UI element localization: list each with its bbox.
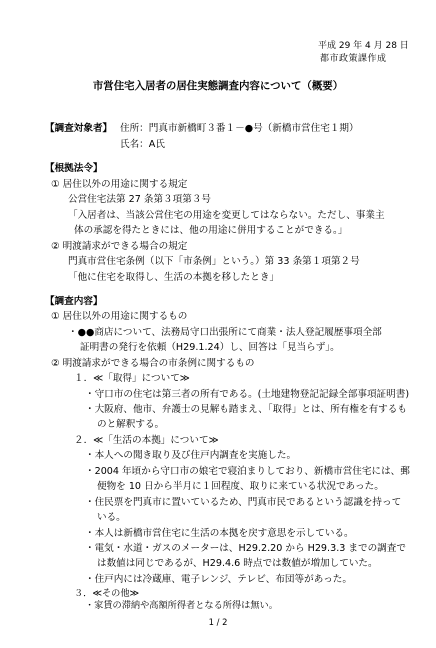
legal-item2-heading: ② 明渡請求ができる場合の規定 (51, 241, 188, 252)
sub1-bullet2-line2: のと解釈する。 (97, 419, 165, 430)
legal-item2-quote: 「他に住宅を取得し、生活の本拠を移したとき」 (68, 272, 280, 283)
legal-item1-heading: ① 居住以外の用途に関する規定 (51, 179, 188, 190)
sub2-bullet6: ・住戸内には冷蔵庫、電子レンジ、テレビ、布団等があった。 (85, 574, 352, 585)
legal-item2-ref: 門真市営住宅条例（以下「市条例」という。）第 33 条第１項第２号 (68, 256, 360, 267)
subject-name: 氏名：A氏 (120, 139, 165, 150)
sub2-heading: ２．≪「生活の本拠」について≫ (74, 435, 219, 446)
legal-item1-ref: 公営住宅法第 27 条第３項第３号 (68, 194, 212, 205)
subject-address: 住所：門真市新橋町３番１－●号（新橋市営住宅１期） (120, 123, 359, 134)
document-date: 平成 29 年 4 月 28 日 (318, 41, 409, 51)
sub2-bullet3-line1: ・住民票を門真市に置いているため、門真市民であるという認識を持って (85, 497, 402, 508)
sub3-bullet1: ・家賃の滞納や高額所得者となる所得は無い。 (85, 600, 278, 611)
investigation-label: 【調査内容】 (45, 296, 103, 307)
page-number: 1 / 2 (208, 617, 228, 627)
legal-item1-quote-line1: 「入居者は、当該公営住宅の用途を変更してはならない。ただし、事業主 (68, 210, 385, 221)
sub2-bullet3-line2: いる。 (97, 512, 126, 523)
sub2-bullet2-line1: ・2004 年頃から守口市の娘宅で寝泊まりしており、新橋市営住宅には、郵 (85, 466, 410, 477)
sub2-bullet4: ・本人は新橋市営住宅に生活の本拠を戻す意思を示している。 (85, 528, 354, 539)
investigation-item1-bullet-line2: 証明書の発行を依頼（H29.1.24）し、回答は「見当らず」。 (80, 342, 340, 353)
sub2-bullet2-line2: 便物を 10 日から半月に１回程度、取りに来ている状況であった。 (97, 481, 384, 492)
author-department: 都市政策課作成 (320, 54, 387, 64)
investigation-item1-bullet-line1: ・●●商店について、法務局守口出張所にて商業・法人登記履歴事項全部 (68, 327, 382, 338)
investigation-item1-heading: ① 居住以外の用途に関するもの (51, 311, 188, 322)
subject-label: 【調査対象者】 (45, 123, 113, 134)
legal-item1-quote-line2: 体の承認を得たときには、他の用途に併用することができる。」 (74, 225, 348, 236)
sub2-bullet1: ・本人への聞き取り及び住戸内調査を実施した。 (85, 450, 297, 461)
sub1-bullet1: ・守口市の住宅は第三者の所有である。(土地建物登記記録全部事項証明書) (85, 389, 410, 400)
legal-basis-label: 【根拠法令】 (45, 163, 103, 174)
document-title: 市営住宅入居者の居住実態調査内容について（概要） (92, 80, 344, 92)
sub3-heading: ３．≪その他≫ (74, 588, 140, 599)
sub2-bullet5-line1: ・電気・水道・ガスのメーターは、H29.2.20 から H29.3.3 までの調査で (85, 543, 406, 554)
sub2-bullet5-line2: は数値は同じであるが、H29.4.6 時点では数値が増加していた。 (97, 558, 378, 569)
investigation-item2-heading: ② 明渡請求ができる場合の市条例に関するもの (51, 358, 255, 369)
sub1-heading: １．≪「取得」について≫ (74, 373, 190, 384)
sub1-bullet2-line1: ・大阪府、他市、弁護士の見解も踏まえ、「取得」とは、所有権を有するも (85, 404, 407, 415)
